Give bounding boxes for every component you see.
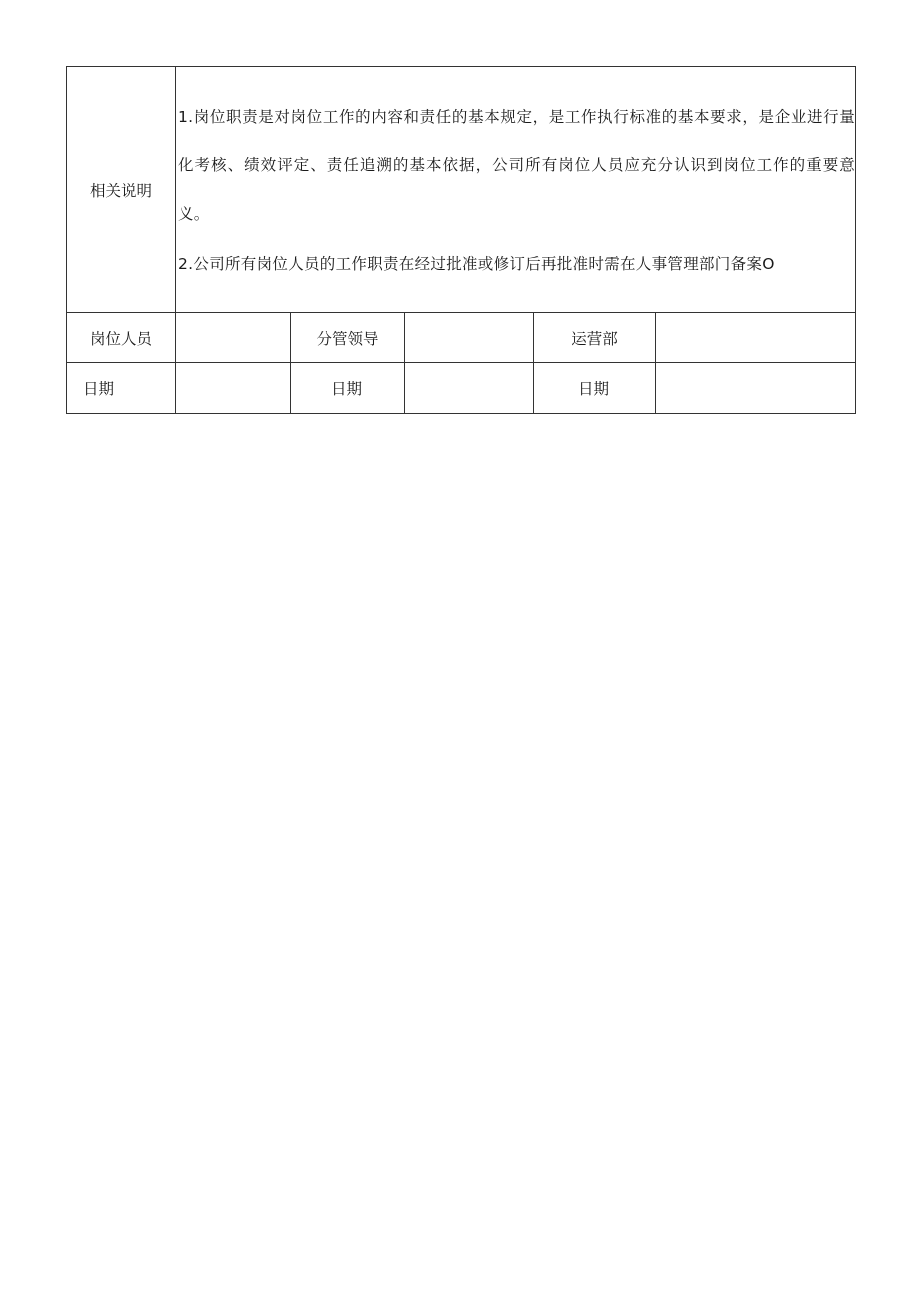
leader-date-label: 日期: [291, 363, 405, 414]
notes-paragraph-1: 1.岗位职责是对岗位工作的内容和责任的基本规定，是工作执行标准的基本要求，是企业进行量化考核、绩效评定、责任追溯的基本依据，公司所有岗位人员应充分认识到岗位工作的重要意义。: [178, 107, 856, 223]
ops-signature-field[interactable]: [656, 313, 856, 363]
staff-date-label: 日期: [67, 363, 176, 414]
ops-label: 运营部: [534, 313, 656, 363]
job-responsibility-approval-table: [66, 66, 856, 414]
signature-row: [67, 313, 856, 363]
staff-date-field[interactable]: [176, 363, 291, 414]
leader-signature-field[interactable]: [405, 313, 534, 363]
staff-signature-field[interactable]: [176, 313, 291, 363]
notes-paragraph-2: 2.公司所有岗位人员的工作职责在经过批准或修订后再批准时需在人事管理部门备案O: [178, 255, 775, 273]
notes-label: 相关说明: [67, 67, 176, 313]
notes-content: [176, 67, 856, 313]
staff-label: 岗位人员: [67, 313, 176, 363]
leader-label: 分管领导: [291, 313, 405, 363]
date-row: [67, 363, 856, 414]
ops-date-label: 日期: [534, 363, 656, 414]
leader-date-field[interactable]: [405, 363, 534, 414]
notes-row: [67, 67, 856, 313]
ops-date-field[interactable]: [656, 363, 856, 414]
